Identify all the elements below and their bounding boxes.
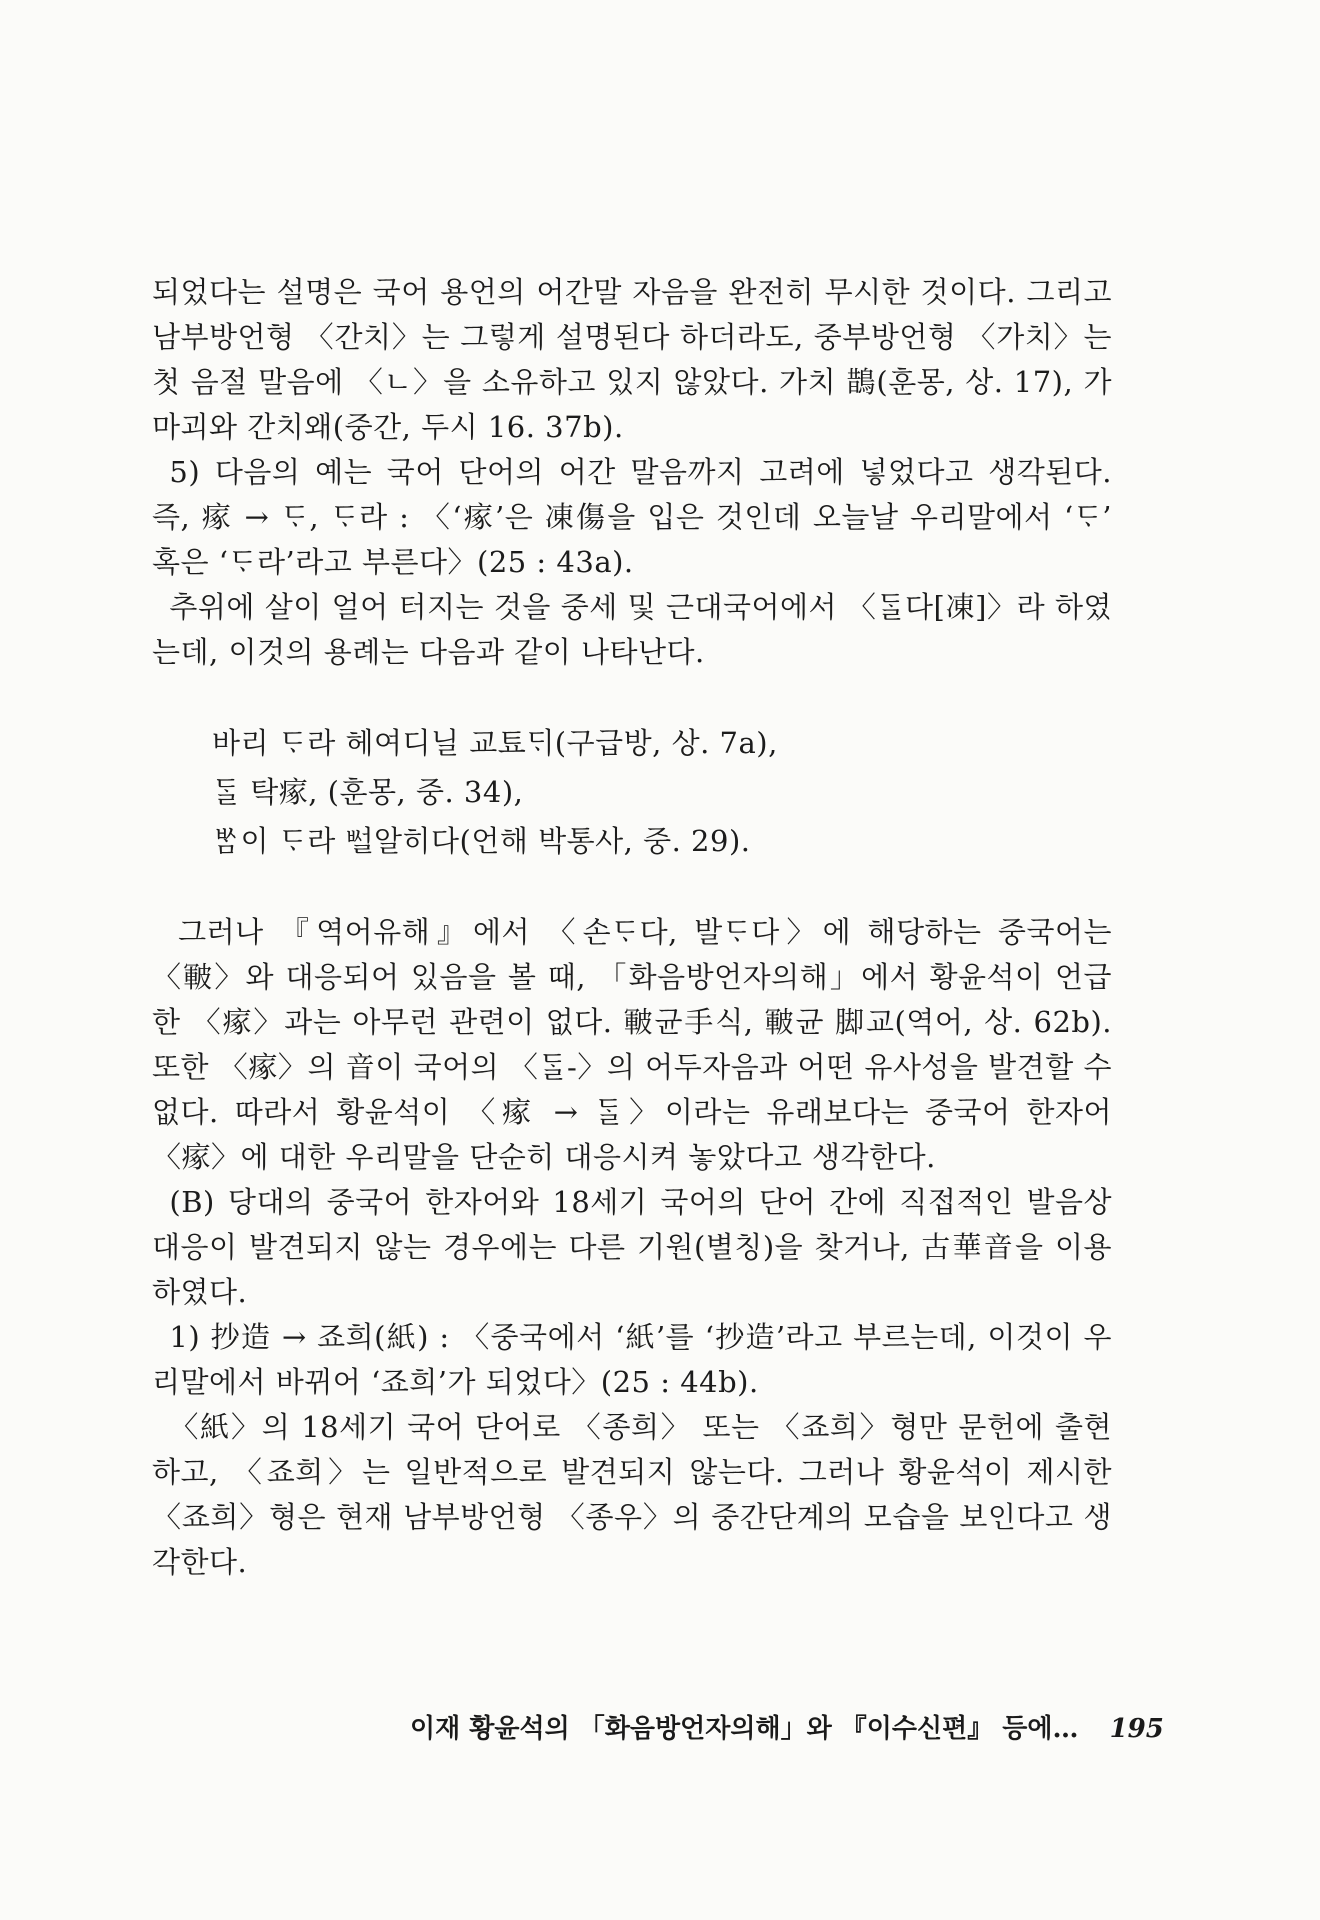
paragraph: 5) 다음의 예는 국어 단어의 어간 말음까지 고려에 넣었다고 생각된다. 즉, 瘃 → ᄃᆞ, ᄃᆞ라 : 〈‘瘃’은 凍傷을 입은 것인데 오늘날 우리말에서 ‘ᄃᆞ’ 혹은 ‘ᄃᆞ라’라고 부른다〉(25 : 43a).	[152, 455, 1112, 579]
paragraph: (B) 당대의 중국어 한자어와 18세기 국어의 단어 간에 직접적인 발음상 대응이 발견되지 않는 경우에는 다른 기원(별칭)을 찾거나, 古華音을 이용하였다.	[152, 1185, 1112, 1309]
example-line: ᄃᆞᆯ 탁瘃, (훈몽, 중. 34),	[212, 775, 524, 809]
running-title: 이재 황윤석의 「화음방언자의해」와 『이수신편』 등에…	[410, 1714, 1079, 1744]
page-number: 195	[1109, 1714, 1164, 1744]
paragraph: 추위에 살이 얼어 터지는 것을 중세 및 근대국어에서 〈ᄃᆞᆯ다[凍]〉라 하였는데, 이것의 용례는 다음과 같이 나타난다.	[152, 590, 1112, 669]
example-line: ᄡᆞᆷ이 ᄃᆞ라 ᄡᅥᆯ알히다(언해 박통사, 중. 29).	[212, 824, 751, 858]
example-line: 바리 ᄃᆞ라 헤여디닐 교툐ᄃᆡ(구급방, 상. 7a),	[212, 726, 778, 760]
body-text	[152, 270, 1112, 1585]
page-footer	[410, 1708, 1164, 1745]
section-spacer	[152, 866, 1112, 910]
paragraph: 그러나 『역어유해』에서 〈손ᄃᆞ다, 발ᄃᆞ다〉에 해당하는 중국어는 〈皸〉와 대응되어 있음을 볼 때, 「화음방언자의해」에서 황윤석이 언급한 〈瘃〉과는 아무런 관련이 없다. 皸균手식, 皸균 脚교(역어, 상. 62b). 또한 〈瘃〉의 音이 국어의 〈ᄃᆞᆯ-〉의 어두자음과 어떤 유사성을 발견할 수 없다. 따라서 황윤석이 〈瘃 → ᄃᆞᆯ〉이라는 유래보다는 중국어 한자어 〈瘃〉에 대한 우리말을 단순히 대응시켜 놓았다고 생각한다.	[152, 915, 1112, 1174]
paragraph: 되었다는 설명은 국어 용언의 어간말 자음을 완전히 무시한 것이다. 그리고 남부방언형 〈간치〉는 그렇게 설명된다 하더라도, 중부방언형 〈가치〉는 첫 음절 말음에 〈ㄴ〉을 소유하고 있지 않았다. 가치 鵲(훈몽, 상. 17), 가마괴와 간치왜(중간, 두시 16. 37b).	[152, 275, 1112, 444]
paragraph: 〈紙〉의 18세기 국어 단어로 〈종희〉 또는 〈죠희〉형만 문헌에 출현하고, 〈죠희〉는 일반적으로 발견되지 않는다. 그러나 황윤석이 제시한 〈죠희〉형은 현재 남부방언형 〈종우〉의 중간단계의 모습을 보인다고 생각한다.	[152, 1410, 1112, 1579]
paragraph: 1) 抄造 → 죠희(紙) : 〈중국에서 ‘紙’를 ‘抄造’라고 부르는데, 이것이 우리말에서 바뀌어 ‘죠희’가 되었다〉(25 : 44b).	[152, 1320, 1112, 1399]
section-spacer	[152, 675, 1112, 719]
